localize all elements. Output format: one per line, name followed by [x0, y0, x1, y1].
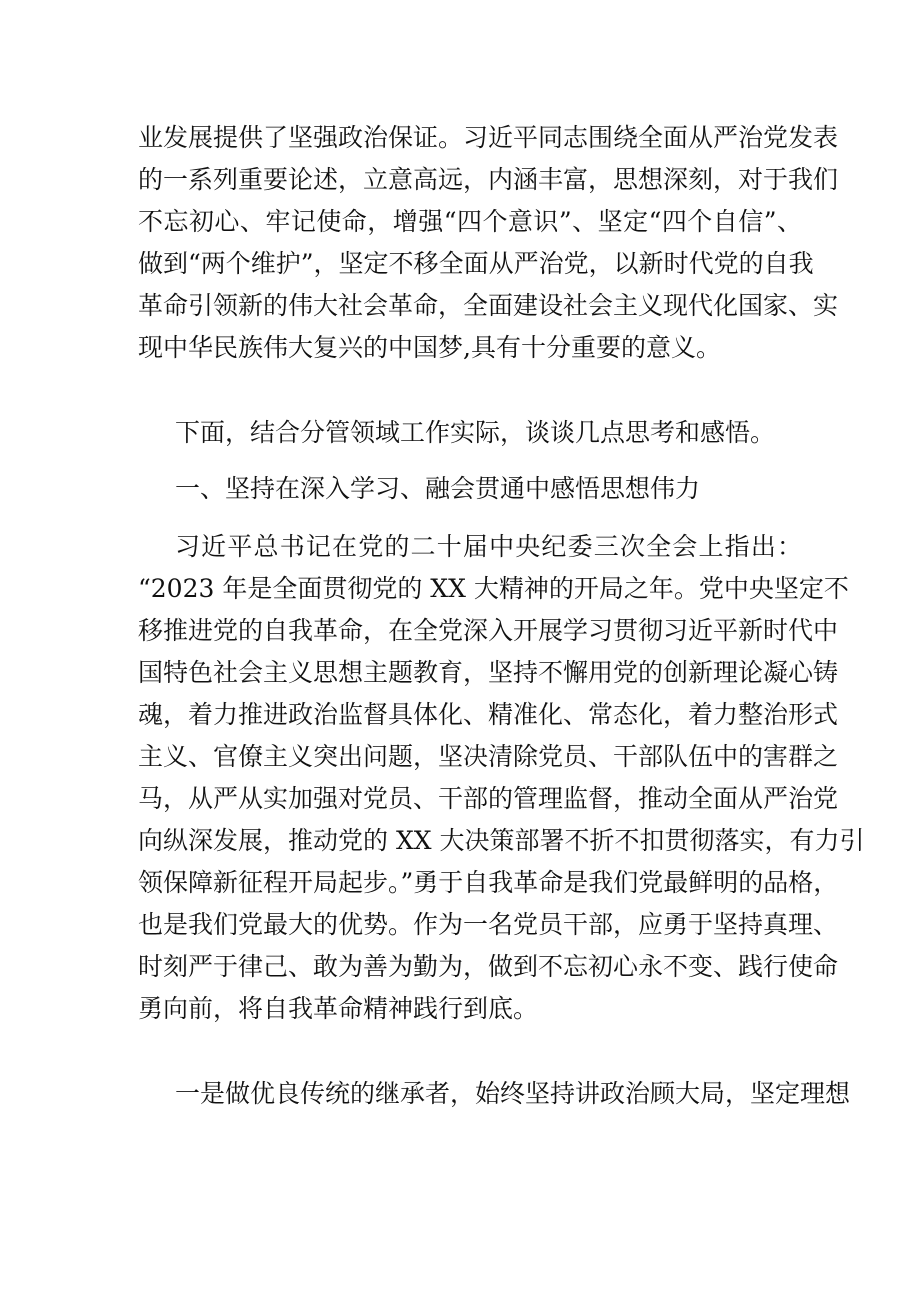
body-text-line: 时刻严于律己、敢为善为勤为，做到不忘初心永不变、践行使命 [138, 952, 839, 981]
body-text-line: 不忘初心、牢记使命，增强“四个意识”、坚定“四个自信”、 [138, 207, 802, 236]
section-heading: 一、坚持在深入学习、融会贯通中感悟思想伟力 [175, 474, 701, 503]
body-text-line: 马，从严从实加强对党员、干部的管理监督，推动全面从严治党 [138, 784, 839, 813]
body-text-line: “2023 年是全面贯彻党的 XX 大精神的开局之年。党中央坚定不 [138, 574, 849, 603]
body-text-line: 做到“两个维护”，坚定不移全面从严治党，以新时代党的自我 [138, 249, 814, 278]
body-text-line: 现中华民族伟大复兴的中国梦,具有十分重要的意义。 [138, 333, 721, 362]
body-text-line: 向纵深发展，推动党的 XX 大决策部署不折不扣贯彻落实，有力引 [138, 826, 865, 855]
body-text-line: 一是做优良传统的继承者，始终坚持讲政治顾大局，坚定理想 [175, 1079, 851, 1108]
body-text-line: 主义、官僚主义突出问题，坚决清除党员、干部队伍中的害群之 [138, 742, 839, 771]
body-text-line: 的一系列重要论述，立意高远，内涵丰富，思想深刻，对于我们 [138, 165, 839, 194]
body-text-line: 革命引领新的伟大社会革命，全面建设社会主义现代化国家、实 [138, 291, 839, 320]
body-text-line: 下面，结合分管领域工作实际，谈谈几点思考和感悟。 [175, 418, 776, 447]
body-text-line: 移推进党的自我革命，在全党深入开展学习贯彻习近平新时代中 [138, 616, 839, 645]
body-text-line: 国特色社会主义思想主题教育，坚持不懈用党的创新理论凝心铸 [138, 658, 839, 687]
body-text-line: 勇向前，将自我革命精神践行到底。 [138, 994, 539, 1023]
body-text-line: 也是我们党最大的优势。作为一名党员干部，应勇于坚持真理、 [138, 910, 839, 939]
body-text-line: 业发展提供了坚强政治保证。习近平同志围绕全面从严治党发表 [138, 123, 839, 152]
body-text-line: 领保障新征程开局起步。”勇于自我革命是我们党最鲜明的品格， [138, 868, 839, 897]
body-text-line: 习近平总书记在党的二十届中央纪委三次全会上指出： [175, 532, 802, 561]
body-text-line: 魂，着力推进政治监督具体化、精准化、常态化，着力整治形式 [138, 700, 839, 729]
